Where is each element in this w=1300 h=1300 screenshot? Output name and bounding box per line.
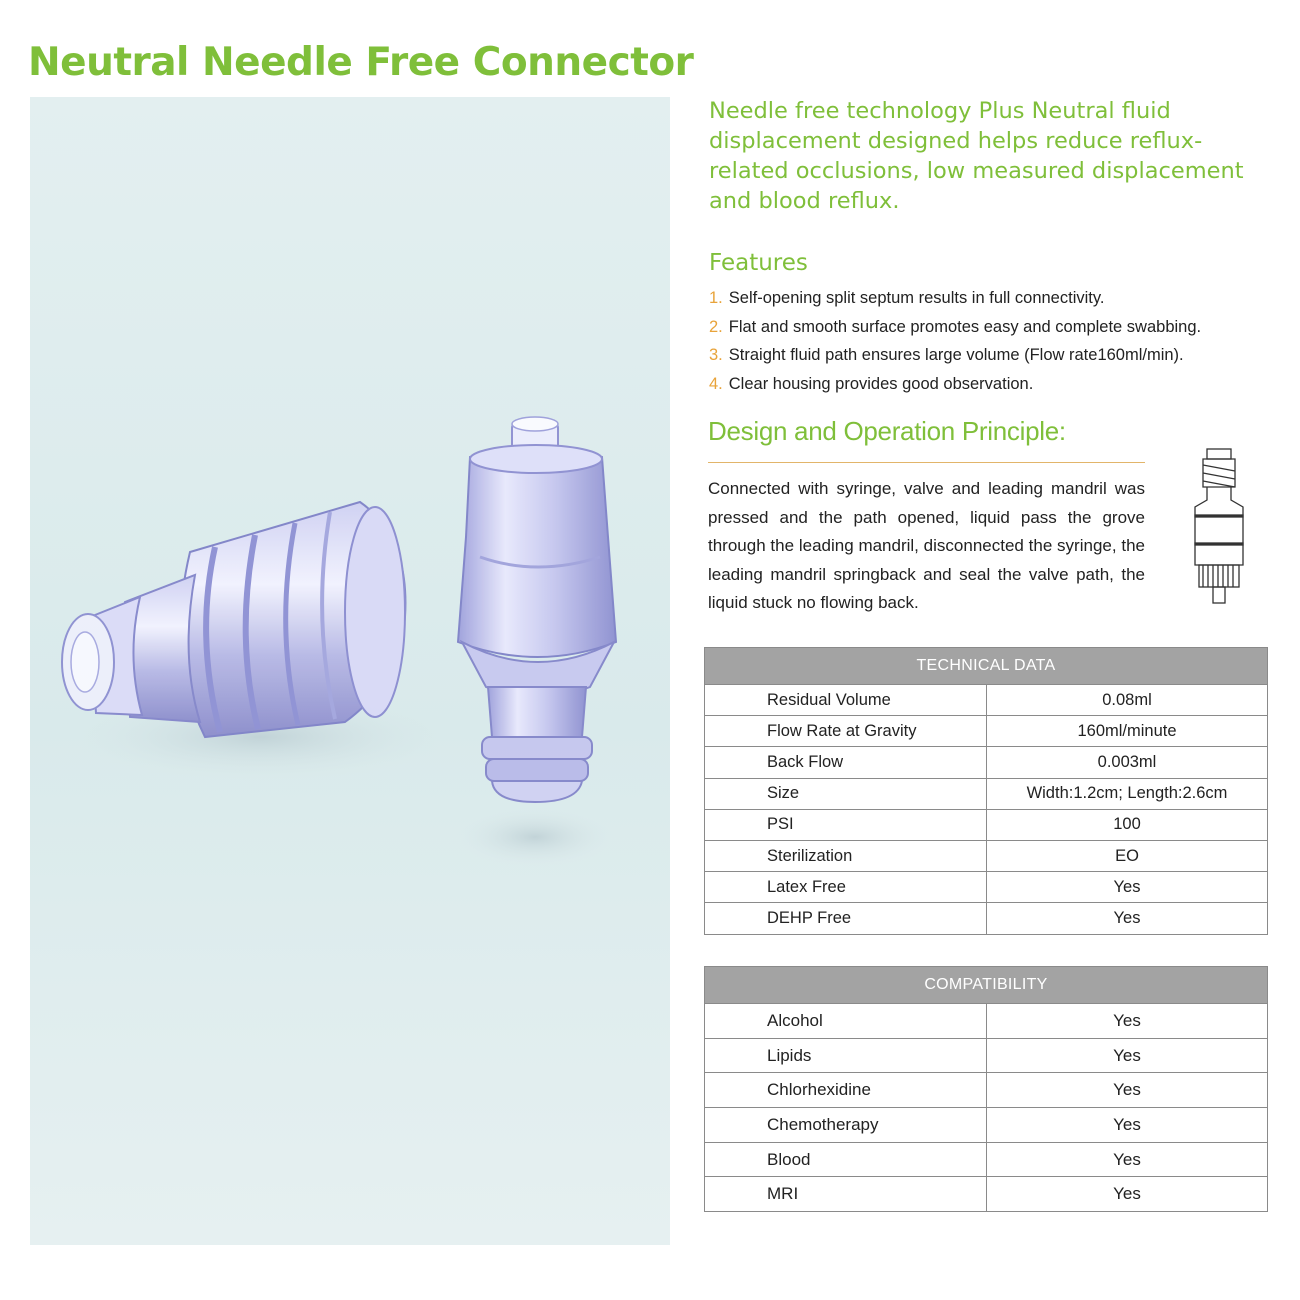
divider — [708, 462, 1145, 463]
table-row: PSI 100 — [705, 809, 1268, 840]
table-row: Residual Volume 0.08ml — [705, 685, 1268, 716]
connector-diagram — [1185, 445, 1255, 611]
table-row: Size Width:1.2cm; Length:2.6cm — [705, 778, 1268, 809]
table-row: Blood Yes — [705, 1142, 1268, 1177]
table-row: Chemotherapy Yes — [705, 1108, 1268, 1143]
list-item: 1. Self-opening split septum results in full connectivity. — [709, 289, 1105, 307]
table-row: Alcohol Yes — [705, 1004, 1268, 1039]
list-item: 4. Clear housing provides good observation. — [709, 374, 1034, 393]
design-heading: Design and Operation Principle: — [708, 416, 1066, 446]
features-list — [709, 284, 1201, 398]
compatibility-table — [704, 966, 1268, 1212]
product-photo — [30, 97, 670, 1245]
list-item: 2. Flat and smooth surface promotes easy and complete swabbing. — [709, 317, 1202, 336]
intro-text: Needle free technology Plus Neutral fluid displacement designed helps reduce reflux-related occlusions, low measured displacement and blood reflux. — [709, 98, 1244, 214]
technical-data-table — [704, 647, 1268, 935]
table-header: COMPATIBILITY — [705, 967, 1268, 1004]
table-row: Flow Rate at Gravity 160ml/minute — [705, 716, 1268, 747]
design-text: Connected with syringe, valve and leading mandril was pressed and the path opened, liquid pass the grove through the leading mandril, disconnected the syringe, the leading mandril springback and seal the valve path, the liquid stuck no flowing back. — [708, 479, 1145, 612]
table-row: DEHP Free Yes — [705, 903, 1268, 934]
table-row: Chlorhexidine Yes — [705, 1073, 1268, 1108]
table-row: MRI Yes — [705, 1177, 1268, 1212]
page-title: Neutral Needle Free Connector — [28, 40, 694, 85]
table-row: Latex Free Yes — [705, 872, 1268, 903]
table-header: TECHNICAL DATA — [705, 648, 1268, 685]
table-row: Sterilization EO — [705, 840, 1268, 871]
list-item: 3. Straight fluid path ensures large volume (Flow rate160ml/min). — [709, 346, 1184, 364]
table-row: Lipids Yes — [705, 1038, 1268, 1073]
features-heading: Features — [709, 250, 808, 276]
table-row: Back Flow 0.003ml — [705, 747, 1268, 778]
